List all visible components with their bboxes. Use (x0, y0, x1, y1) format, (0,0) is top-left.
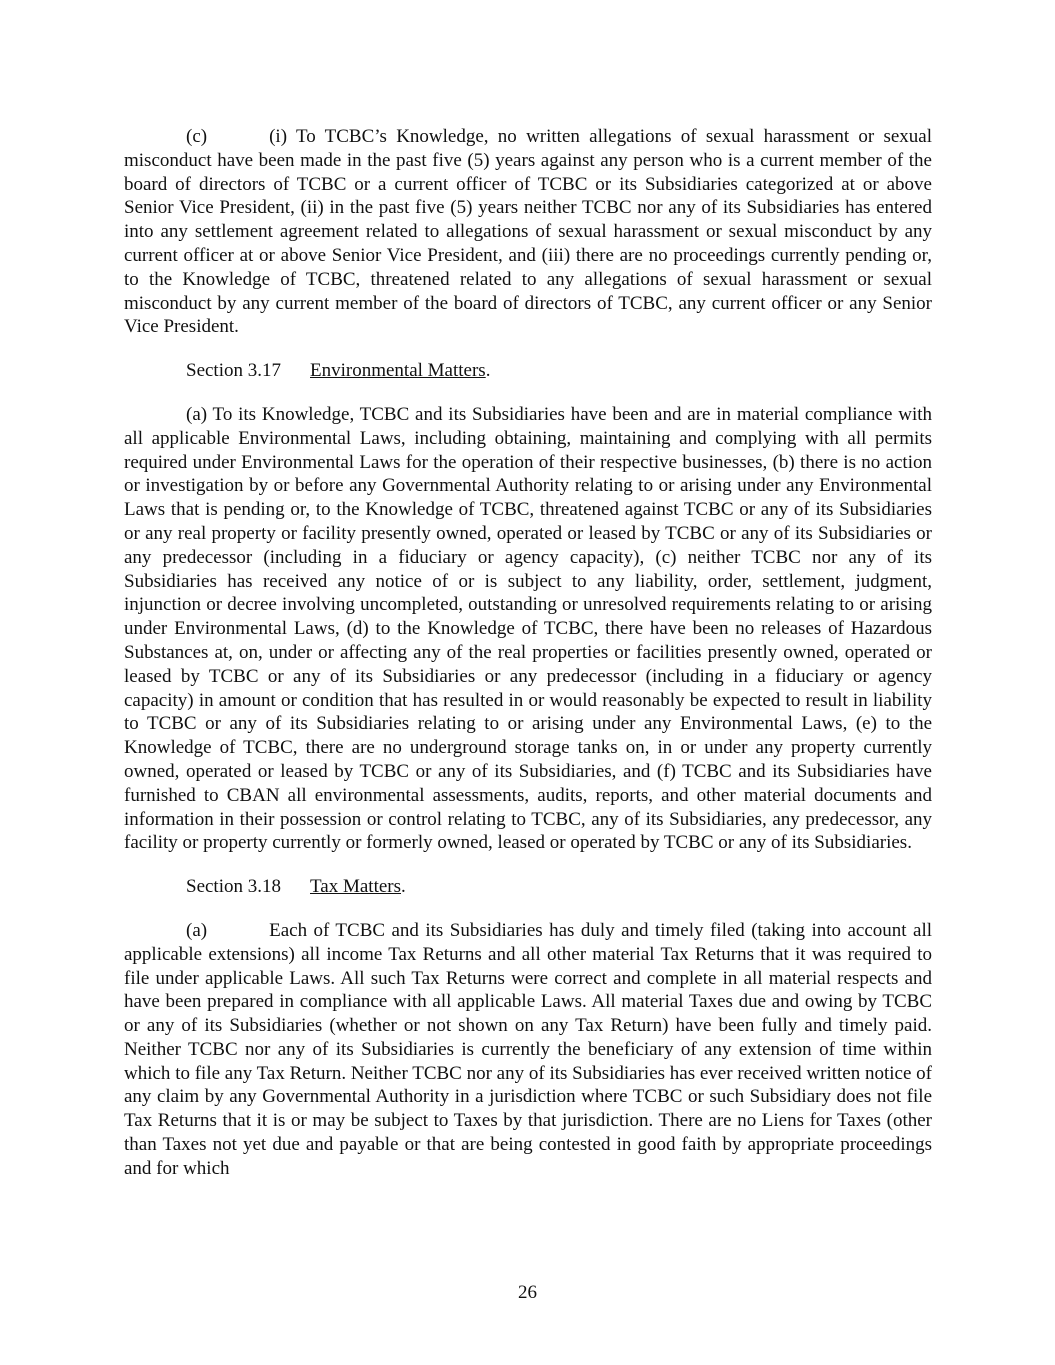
section-3-17-number: Section 3.17 (186, 360, 281, 382)
section-3-18-paragraph-a-text: Each of TCBC and its Subsidiaries has duly and timely filed (taking into account all applicable extensions) all income Tax Returns and all other material Tax Returns that it was required to file under applicable Laws. All such Tax Returns were correct and complete in all material respects and have been prepared in compliance with all applicable Laws. All material Taxes due and owing by TCBC or any of its Subsidiaries (whether or not shown on any Tax Return) have been fully and timely paid. Neither TCBC nor any of its Subsidiaries is currently the beneficiary of any extension of time within which to file any Tax Return. Neither TCBC nor any of its Subsidiaries has ever received written notice of any claim by any Governmental Authority in a jurisdiction where TCBC or such Subsidiary does not file Tax Returns that it is or may be subject to Taxes by that jurisdiction. There are no Liens for Taxes (other than Taxes not yet due and payable or that are being contested in good faith by appropriate proceedings and for which (124, 919, 932, 1179)
section-3-17-heading (124, 359, 932, 383)
paragraph-c-text: (i) To TCBC’s Knowledge, no written allegations of sexual harassment or sexual misconduct have been made in the past five (5) years against any person who is a current member of the board of directors of TCBC or a current officer of TCBC or its Subsidiaries categorized at or above Senior Vice President, (ii) in the past five (5) years neither TCBC nor any of its Subsidiaries has entered into any settlement agreement related to allegations of sexual harassment or sexual misconduct by any current officer at or above Senior Vice President, and (iii) there are no proceedings currently pending or, to the Knowledge of TCBC, threatened related to any allegations of sexual harassment or sexual misconduct by any current member of the board of directors of TCBC, any current officer or any Senior Vice President. (124, 126, 932, 338)
section-3-17-title: Environmental Matters (310, 360, 486, 382)
page-body (124, 125, 932, 1201)
paragraph-c (124, 125, 932, 339)
section-3-18-title: Tax Matters (310, 876, 402, 898)
section-3-18-number: Section 3.18 (186, 876, 281, 898)
section-3-17-paragraph-a: (a) To its Knowledge, TCBC and its Subsidiaries have been and are in material compliance with all applicable Environmental Laws, including obtaining, maintaining and complying with all permits required under Environmental Laws for the operation of their respective businesses, (b) there is no action or investigation by or before any Governmental Authority relating to or arising under any Environmental Laws that is pending or, to the Knowledge of TCBC, threatened against TCBC or any of its Subsidiaries or any real property or facility presently owned, operated or leased by TCBC or any of its Subsidiaries or any predecessor (including in a fiduciary or agency capacity), (c) neither TCBC nor any of its Subsidiaries has received any notice of or is subject to any liability, order, settlement, judgment, injunction or decree involving uncompleted, outstanding or unresolved requirements relating to or arising under Environmental Laws, (d) to the Knowledge of TCBC, there have been no releases of Hazardous Substances at, on, under or affecting any of the real properties or facilities presently owned, operated or leased by TCBC or any of its Subsidiaries or any predecessor (including in a fiduciary or agency capacity) in amount or condition that has resulted in or would reasonably be expected to result in liability to TCBC or any of its Subsidiaries relating to or arising under any Environmental Laws, (e) to the Knowledge of TCBC, there are no underground storage tanks on, in or under any property currently owned, operated or leased by TCBC or any of its Subsidiaries, and (f) TCBC and its Subsidiaries have furnished to CBAN all environmental assessments, audits, reports, and other material documents and information in their possession or control relating to TCBC, any of its Subsidiaries, any predecessor, any facility or property currently or formerly owned, leased or operated by TCBC or any of its Subsidiaries. (124, 403, 932, 854)
section-3-17-period: . (485, 360, 491, 382)
section-3-18-paragraph-a (124, 919, 932, 1181)
section-3-18-heading (124, 875, 932, 899)
paragraph-c-label: (c) (186, 126, 208, 147)
section-3-18-paragraph-a-label: (a) (186, 919, 208, 941)
page-number: 26 (518, 1282, 537, 1303)
section-3-18-period: . (401, 876, 406, 898)
